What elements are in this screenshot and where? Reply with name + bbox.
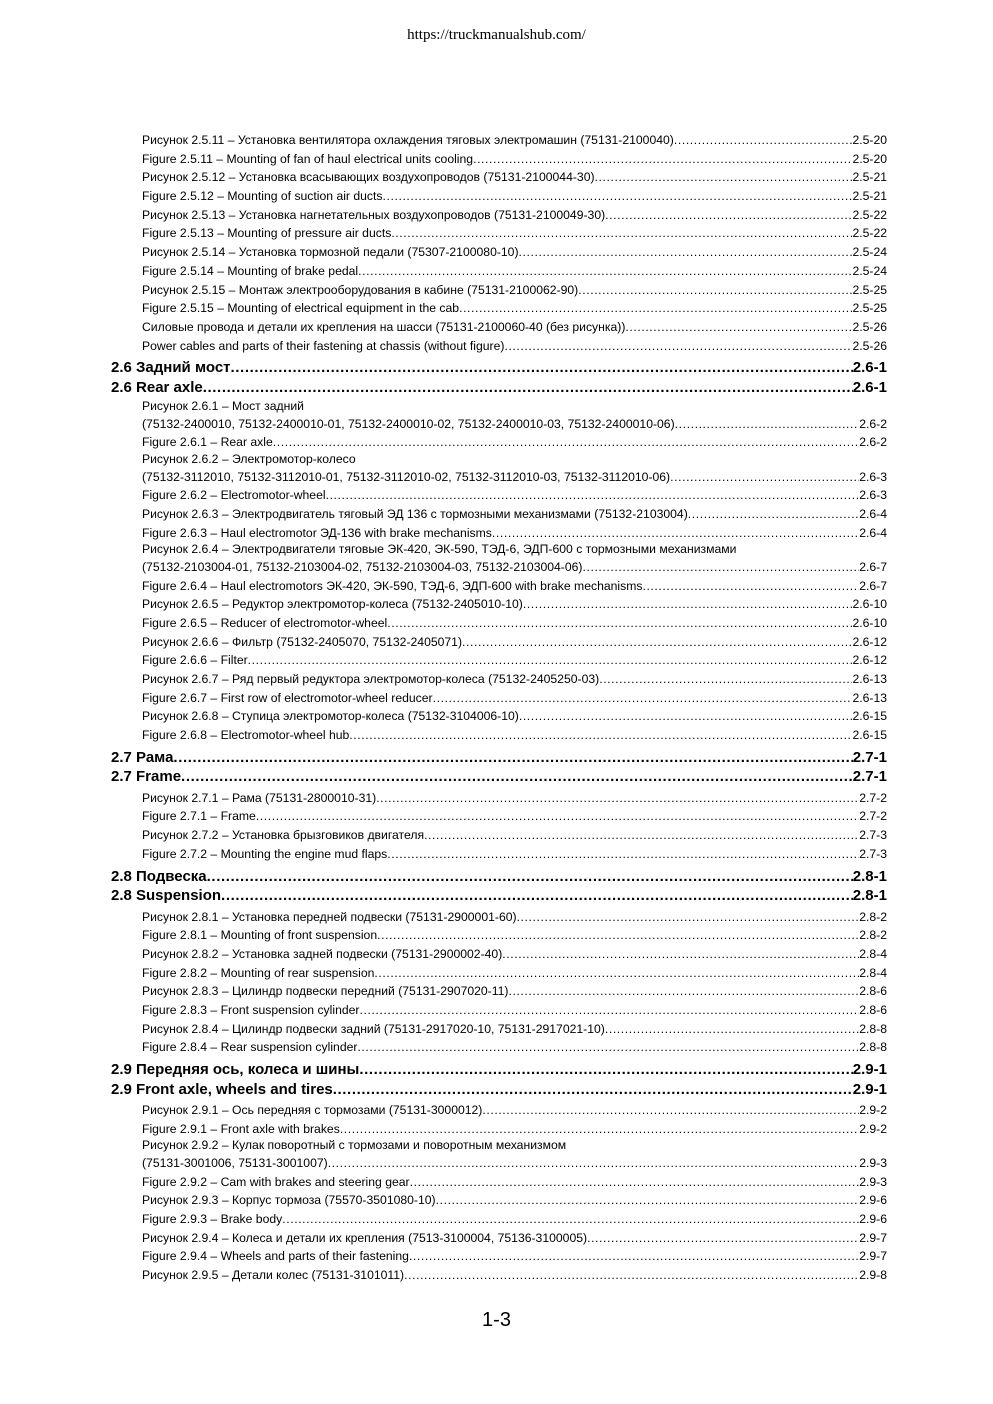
toc-entry[interactable] [0,243,993,262]
toc-entry-page: 2.5-25 [852,282,887,297]
page-number: 1-3 [482,1309,511,1331]
toc-entry-title: Figure 2.8.3 – Front suspension cylinder [142,1002,360,1017]
toc-entry-title: Рисунок 2.5.12 – Установка всасывающих воздухопроводов (75131-2100044-30) [142,170,595,185]
toc-entry[interactable] [0,187,993,206]
toc-entry-page: 2.5-21 [852,170,887,185]
toc-entry-page: 2.5-21 [852,189,887,204]
toc-entry-title: (75132-2400010, 75132-2400010-01, 75132-2400010-02, 75132-2400010-03, 75132-2400010-06) [142,416,675,431]
toc-dot-leader [688,505,859,524]
toc-dot-leader [462,633,852,652]
toc-dot-leader [328,1154,860,1173]
toc-entry-title: Силовые провода и детали их крепления на шасси (75131-2100060-40 (без рисунка)) [142,319,626,334]
toc-entry[interactable] [0,595,993,614]
toc-entry-page: 2.8-1 [852,887,887,904]
toc-entry-title: Рисунок 2.6.1 – Мост задний [142,399,304,414]
toc-entry-title: Рисунок 2.8.4 – Цилиндр подвески задний (75131-2917020-10, 75131-2917021-10) [142,1021,605,1036]
toc-section-entry[interactable] [0,1060,993,1080]
toc-entry[interactable] [0,415,993,434]
toc-entry-page: 2.5-20 [852,151,887,166]
toc-entry-title: Рисунок 2.6.3 – Электродвигатель тяговый ЭД 136 с тормозными механизмами (75132-2103004) [142,507,688,521]
toc-entry-title: 2.6 Задний мост [111,359,231,377]
toc-entry-page: 2.8-4 [859,946,887,961]
toc-entry-title: Рисунок 2.8.3 – Цилиндр подвески передний (75131-2907020-11) [142,984,509,999]
toc-dot-leader [404,1266,859,1285]
toc-entry-page: 2.6-7 [859,559,887,574]
toc-entry-page: 2.8-2 [859,909,887,924]
toc-dot-leader [387,845,859,864]
toc-entry[interactable] [0,1020,993,1039]
toc-entry-title: Рисунок 2.9.4 – Колеса и детали их крепления (7513-3100004, 75136-3100005) [142,1230,588,1245]
toc-dot-leader [433,689,853,708]
toc-section-entry[interactable] [0,867,993,887]
toc-entry-title: Figure 2.6.2 – Electromotor-wheel [142,488,326,503]
toc-entry-page: 2.5-26 [852,319,887,334]
toc-dot-leader [409,1247,859,1266]
toc-entry-page: 2.6-3 [859,488,887,503]
toc-entry-page: 2.6-13 [852,690,887,705]
toc-entry-page: 2.8-1 [852,867,887,885]
toc-entry-title: 2.8 Подвеска [111,867,207,885]
toc-entry-title: 2.7 Frame [111,768,182,786]
toc-dot-leader [282,1210,859,1229]
toc-entry[interactable] [0,1247,993,1266]
toc-entry-page: 2.9-2 [859,1121,887,1136]
toc-dot-leader [358,262,852,281]
toc-entry-page: 2.9-7 [859,1230,887,1245]
toc-entry-page: 2.8-2 [859,928,887,943]
toc-entry-page: 2.7-1 [852,748,887,766]
toc-entry-page: 2.6-15 [852,709,887,724]
toc-section-entry[interactable] [0,378,993,398]
toc-entry-page: 2.9-1 [852,1080,887,1098]
toc-entry[interactable] [0,262,993,281]
toc-dot-leader [248,651,853,670]
toc-entry-title: 2.6 Rear axle [111,378,203,396]
toc-entry[interactable] [0,1001,993,1020]
toc-dot-leader [519,243,853,262]
toc-dot-leader [359,1060,852,1080]
toc-entry[interactable] [0,964,993,983]
toc-entry[interactable] [0,281,993,300]
toc-entry[interactable] [0,337,993,356]
toc-dot-leader [221,886,853,906]
toc-entry[interactable] [0,150,993,169]
toc-dot-leader [523,595,853,614]
toc-entry-title-line [0,452,993,468]
toc-dot-leader [391,224,852,243]
toc-entry-title: (75132-2103004-01, 75132-2103004-02, 75132-2103004-03, 75132-2103004-06) [142,559,583,574]
toc-dot-leader [383,187,853,206]
toc-section-entry[interactable] [0,1080,993,1100]
toc-entry-title: Figure 2.5.11 – Mounting of fan of haul electrical units cooling [142,151,474,166]
toc-entry-title: Рисунок 2.9.3 – Корпус тормоза (75570-3501080-10) [142,1193,436,1208]
toc-entry-title: Figure 2.5.12 – Mounting of suction air ducts [142,189,383,204]
toc-entry-title: Рисунок 2.5.11 – Установка вентилятора охлаждения тяговых электромашин (75131-2100040) [142,133,674,147]
toc-entry[interactable] [0,468,993,487]
toc-entry-page: 2.8-8 [859,1021,887,1036]
toc-dot-leader [625,318,852,337]
toc-entry[interactable] [0,577,993,596]
toc-dot-leader [374,964,859,983]
toc-entry-title: Рисунок 2.6.6 – Фильтр (75132-2405070, 75132-2405071) [142,634,463,649]
toc-entry-title: Figure 2.8.2 – Mounting of rear suspension [142,965,375,980]
toc-dot-leader [436,1191,860,1210]
toc-entry-page: 2.5-20 [852,133,887,147]
toc-entry[interactable] [0,789,993,808]
toc-section-entry[interactable] [0,767,993,787]
toc-entry-page: 2.5-24 [852,263,887,278]
toc-dot-leader [642,577,859,596]
toc-dot-leader [674,131,853,150]
toc-entry-title: Рисунок 2.7.1 – Рама (75131-2800010-31) [142,790,377,805]
toc-dot-leader [377,926,859,945]
toc-entry-page: 2.6-15 [852,728,887,743]
toc-entry-title: Figure 2.9.2 – Cam with brakes and steering gear [142,1174,410,1189]
toc-entry[interactable] [0,945,993,964]
toc-entry-page: 2.6-13 [852,672,887,686]
header-url: https://truckmanualshub.com/ [407,27,586,43]
toc-entry-title: Рисунок 2.6.5 – Редуктор электромотор-колеса (75132-2405010-10) [142,597,523,612]
toc-entry-page: 2.6-4 [859,525,887,540]
toc-entry-page: 2.9-6 [859,1193,887,1208]
toc-dot-leader [349,726,852,745]
toc-entry-title: Рисунок 2.6.4 – Электродвигатели тяговые ЭК-420, ЭК-590, ТЭД-6, ЭДП-600 с тормозными механизмами [142,542,737,557]
toc-entry[interactable] [0,908,993,927]
toc-dot-leader [519,707,853,726]
toc-entry-title: Figure 2.6.8 – Electromotor-wheel hub [142,728,350,743]
toc-entry-page: 2.5-25 [852,301,887,316]
toc-entry-page: 2.6-4 [859,507,887,521]
toc-section-entry[interactable] [0,358,993,378]
toc-dot-leader [504,337,852,356]
toc-dot-leader [376,789,859,808]
toc-dot-leader [605,1020,859,1039]
toc-entry-page: 2.8-6 [859,984,887,999]
toc-entry-title: Figure 2.7.1 – Frame [142,809,256,824]
toc-dot-leader [256,807,859,826]
toc-entry[interactable] [0,206,993,225]
toc-dot-leader [231,358,853,378]
toc-entry-title: (75131-3001006, 75131-3001007) [142,1155,328,1170]
toc-entry-title: Figure 2.8.4 – Rear suspension cylinder [142,1040,358,1055]
toc-entry-page: 2.5-24 [852,245,887,260]
toc-section-entry[interactable] [0,886,993,906]
toc-dot-leader [173,748,852,768]
toc-entry[interactable] [0,486,993,505]
toc-entry[interactable] [0,1173,993,1192]
toc-entry-title: 2.7 Рама [111,748,174,766]
toc-entry-page: 2.9-3 [859,1174,887,1189]
toc-entry[interactable] [0,982,993,1001]
toc-entry-title: Figure 2.6.4 – Haul electromotors ЭК-420, ЭК-590, ТЭД-6, ЭДП-600 with brake mechanisms [142,578,643,593]
toc-dot-leader [326,486,860,505]
toc-dot-leader [605,206,852,225]
toc-entry-title: Power cables and parts of their fastening at chassis (without figure) [142,338,505,353]
toc-entry-page: 2.9-7 [859,1249,887,1264]
toc-entry-title: Рисунок 2.9.2 – Кулак поворотный с тормозами и поворотным механизмом [142,1138,567,1153]
toc-entry-title: Рисунок 2.6.8 – Ступица электромотор-колеса (75132-3104006-10) [142,709,519,724]
toc-entry-page: 2.6-2 [859,416,887,431]
toc-entry-page: 2.6-10 [852,615,887,630]
toc-entry-title-line [0,542,993,558]
toc-entry-page: 2.6-12 [852,634,887,649]
toc-entry-page: 2.5-22 [852,226,887,241]
toc-entry[interactable] [0,651,993,670]
toc-entry-page: 2.6-3 [859,469,887,484]
toc-entry[interactable] [0,131,993,150]
toc-dot-leader [599,670,852,689]
toc-entry-page: 2.7-1 [852,768,887,786]
toc-entry[interactable] [0,524,993,543]
toc-dot-leader [578,281,852,300]
table-of-contents [0,131,993,1285]
toc-dot-leader [502,945,859,964]
toc-entry[interactable] [0,168,993,187]
toc-entry-title: Рисунок 2.7.2 – Установка брызговиков двигателя [142,828,425,843]
toc-entry-title: Figure 2.5.13 – Mounting of pressure air ducts [142,226,392,241]
toc-entry-title-line [0,1138,993,1154]
toc-entry-title: Figure 2.9.3 – Brake body [142,1211,283,1226]
toc-entry[interactable] [0,807,993,826]
toc-entry-title: Figure 2.9.4 – Wheels and parts of their fastening [142,1249,409,1264]
toc-entry-title: Рисунок 2.5.14 – Установка тормозной педали (75307-2100080-10) [142,245,519,260]
toc-entry-title: Figure 2.7.2 – Mounting the engine mud flaps [142,846,388,861]
toc-entry[interactable] [0,433,993,452]
toc-dot-leader [670,468,859,487]
toc-dot-leader [675,415,860,434]
toc-entry[interactable] [0,1266,993,1285]
toc-entry-title: Рисунок 2.5.13 – Установка нагнетательных воздухопроводов (75131-2100049-30) [142,207,606,222]
toc-dot-leader [424,826,859,845]
toc-dot-leader [359,1001,859,1020]
toc-entry-title: (75132-3112010, 75132-3112010-01, 75132-3112010-02, 75132-3112010-03, 75132-3112010-06) [142,469,671,484]
toc-entry-page: 2.6-2 [859,435,887,450]
toc-entry[interactable] [0,1154,993,1173]
toc-entry-page: 2.7-2 [859,790,887,805]
toc-dot-leader [357,1038,859,1057]
toc-dot-leader [333,1080,853,1100]
toc-entry[interactable] [0,689,993,708]
toc-entry-page: 2.6-7 [859,578,887,593]
toc-entry[interactable] [0,826,993,845]
toc-dot-leader [587,1229,859,1248]
toc-entry-page: 2.9-2 [859,1103,887,1117]
toc-entry-title-line [0,399,993,415]
toc-section-entry[interactable] [0,748,993,768]
toc-entry-title: Рисунок 2.6.2 – Электромотор-колесо [142,452,356,467]
toc-entry-title: Figure 2.8.1 – Mounting of front suspension [142,928,378,943]
toc-dot-leader [508,982,859,1001]
toc-dot-leader [595,168,853,187]
toc-dot-leader [207,867,853,887]
toc-dot-leader [273,433,859,452]
toc-entry[interactable] [0,726,993,745]
toc-entry[interactable] [0,318,993,337]
toc-entry-page: 2.6-12 [852,653,887,668]
toc-entry[interactable] [0,670,993,689]
toc-entry-title: 2.8 Suspension [111,887,222,904]
toc-dot-leader [181,767,853,787]
toc-entry[interactable] [0,224,993,243]
toc-entry[interactable] [0,926,993,945]
toc-entry-title: Рисунок 2.8.2 – Установка задней подвески (75131-2900002-40) [142,946,503,961]
toc-dot-leader [473,150,852,169]
toc-entry-page: 2.5-26 [852,338,887,353]
toc-entry[interactable] [0,1229,993,1248]
toc-entry[interactable] [0,1191,993,1210]
toc-entry-title: Figure 2.5.14 – Mounting of brake pedal [142,263,359,278]
toc-dot-leader [492,524,859,543]
toc-entry[interactable] [0,1038,993,1057]
toc-entry-title: Рисунок 2.5.15 – Монтаж электрооборудования в кабине (75131-2100062-90) [142,282,579,297]
toc-dot-leader [582,558,859,577]
toc-entry-title: Figure 2.9.1 – Front axle with brakes [142,1121,340,1136]
toc-entry-title: Рисунок 2.8.1 – Установка передней подвески (75131-2900001-60) [142,909,517,924]
toc-entry[interactable] [0,558,993,577]
toc-entry-page: 2.9-8 [859,1268,887,1282]
toc-entry-title: Figure 2.6.3 – Haul electromotor ЭД-136 with brake mechanisms [142,525,492,540]
toc-entry-page: 2.6-1 [852,378,887,396]
toc-entry[interactable] [0,1101,993,1120]
toc-entry-title: Рисунок 2.6.7 – Ряд первый редуктора электромотор-колеса (75132-2405250-03) [142,672,600,686]
toc-entry-title: Рисунок 2.9.1 – Ось передняя с тормозами (75131-3000012) [142,1103,483,1117]
toc-entry[interactable] [0,1120,993,1139]
toc-entry-title: Figure 2.5.15 – Mounting of electrical equipment in the cab [142,301,460,316]
toc-entry-page: 2.7-2 [859,809,887,824]
toc-entry-title: Figure 2.6.6 – Filter [142,653,248,668]
toc-entry-title: 2.9 Front axle, wheels and tires [111,1080,333,1098]
toc-entry-page: 2.8-8 [859,1040,887,1055]
toc-entry-page: 2.8-4 [859,965,887,980]
toc-dot-leader [517,908,860,927]
toc-entry-page: 2.9-1 [852,1061,887,1078]
toc-entry-page: 2.9-6 [859,1211,887,1226]
toc-entry-title: Figure 2.6.5 – Reducer of electromotor-wheel [142,615,388,630]
toc-entry-page: 2.5-22 [852,207,887,222]
toc-entry-title: Figure 2.6.1 – Rear axle [142,435,273,450]
toc-dot-leader [482,1101,859,1120]
toc-dot-leader [387,614,852,633]
toc-dot-leader [203,378,853,398]
toc-entry-title: 2.9 Передняя ось, колеса и шины [111,1061,360,1078]
toc-dot-leader [459,299,852,318]
toc-entry-title: Рисунок 2.9.5 – Детали колес (75131-3101011) [142,1268,405,1282]
toc-entry[interactable] [0,845,993,864]
toc-entry[interactable] [0,614,993,633]
toc-entry-page: 2.7-3 [859,846,887,861]
toc-entry-page: 2.6-1 [852,359,887,377]
toc-entry[interactable] [0,633,993,652]
toc-entry[interactable] [0,1210,993,1229]
toc-entry[interactable] [0,707,993,726]
toc-dot-leader [340,1120,859,1139]
toc-entry-page: 2.6-10 [852,597,887,612]
toc-entry-title: Figure 2.6.7 – First row of electromotor-wheel reducer [142,690,433,705]
toc-entry-page: 2.8-6 [859,1002,887,1017]
toc-entry[interactable] [0,505,993,524]
toc-dot-leader [410,1173,860,1192]
toc-entry-page: 2.7-3 [859,828,887,843]
toc-entry[interactable] [0,299,993,318]
toc-entry-page: 2.9-3 [859,1155,887,1170]
